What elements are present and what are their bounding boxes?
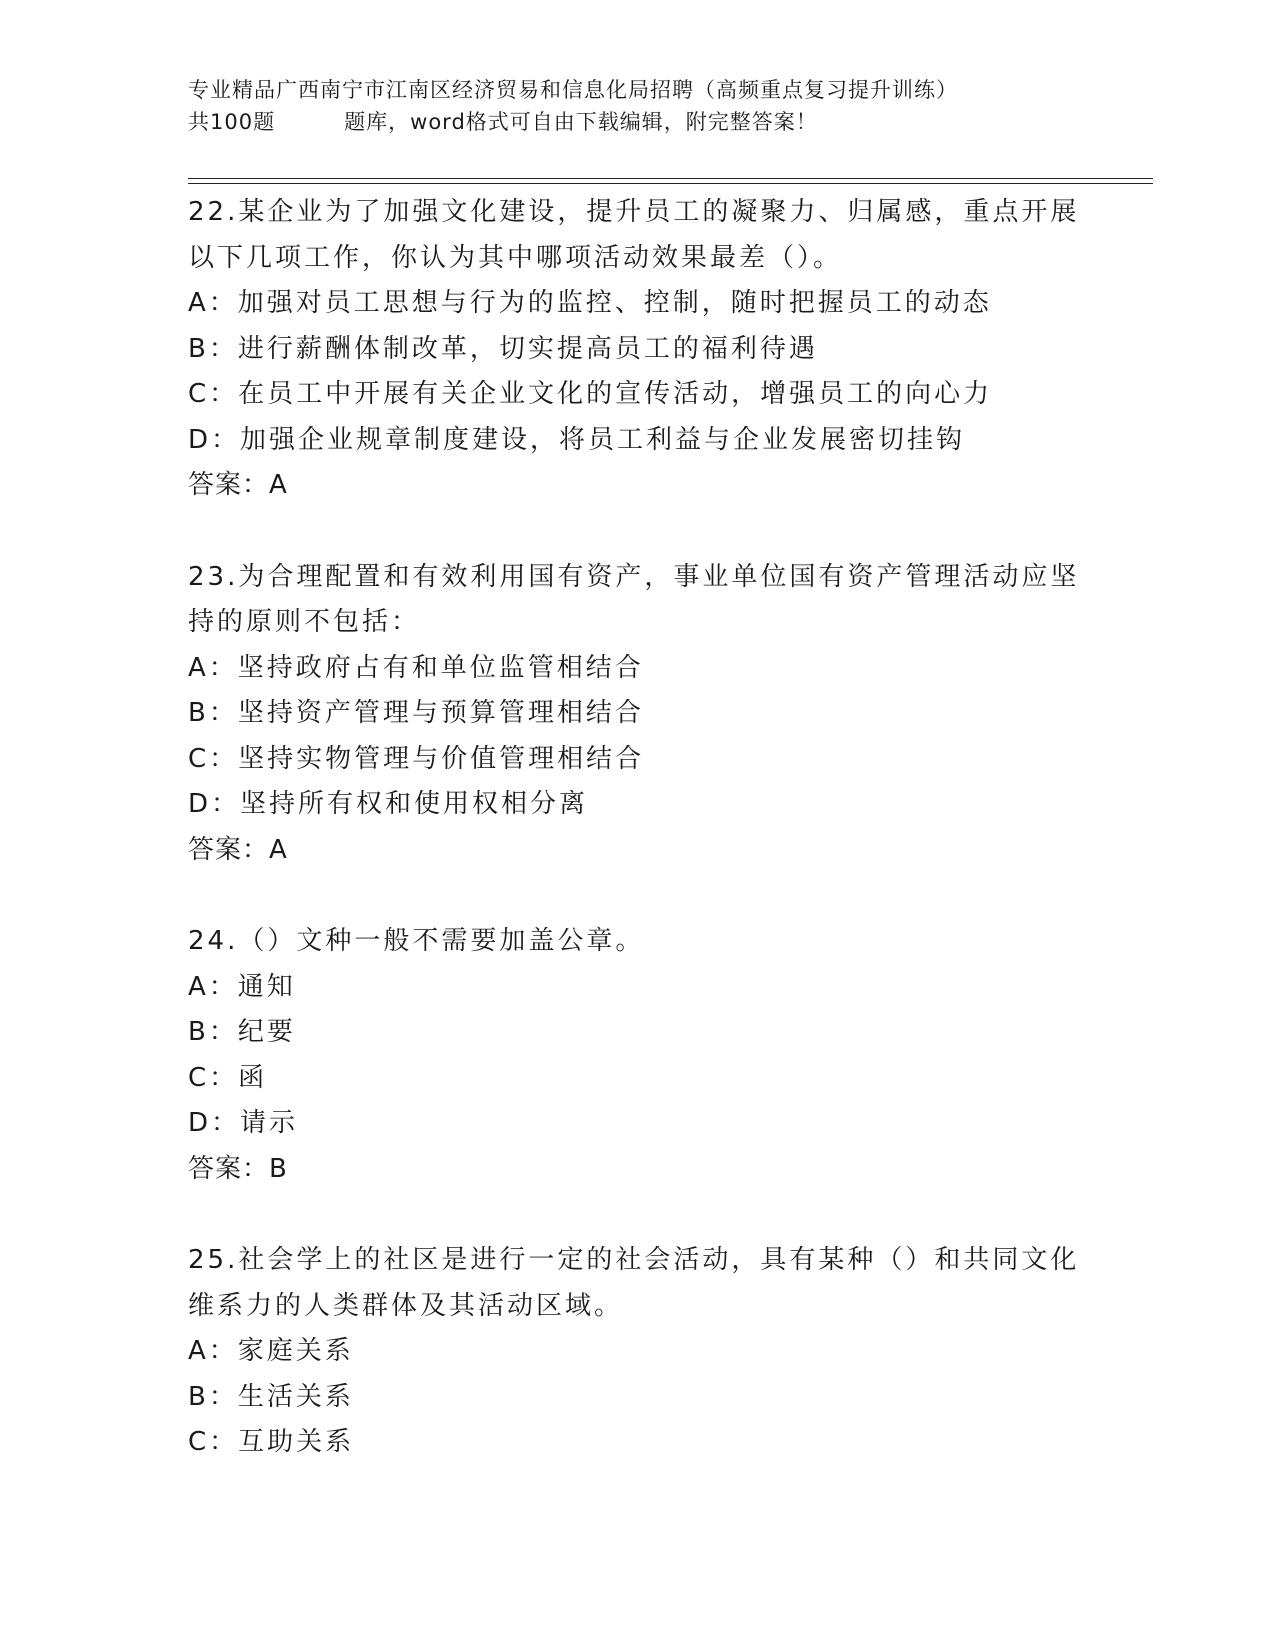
option-b: B：进行薪酬体制改革，切实提高员工的福利待遇: [188, 333, 818, 364]
header-line-1: 专业精品广西南宁市江南区经济贸易和信息化局招聘（高频重点复习提升训练）: [188, 78, 958, 102]
question-stem-line: 24.（）文种一般不需要加盖公章。: [188, 926, 645, 956]
option-d: D：坚持所有权和使用权相分离: [188, 789, 589, 819]
question-stem-line: 以下几项工作，你认为其中哪项活动效果最差（）。: [188, 242, 843, 273]
option-d: D：请示: [188, 1108, 299, 1138]
option-d: D：加强企业规章制度建设，将员工利益与企业发展密切挂钩: [188, 424, 966, 455]
option-b: B：纪要: [188, 1017, 296, 1047]
header-rule-top: [188, 178, 1153, 179]
answer: 答案：A: [188, 470, 288, 500]
question-stem-line: 维系力的人类群体及其活动区域。: [188, 1290, 624, 1321]
option-c: C：坚持实物管理与价值管理相结合: [188, 743, 645, 774]
question-23: [188, 555, 1088, 874]
option-c: C：函: [188, 1062, 268, 1093]
option-a: A：坚持政府占有和单位监管相结合: [188, 652, 644, 683]
question-24: [188, 919, 1088, 1192]
header-line-2: 共100题 题库，word格式可自由下载编辑，附完整答案！: [188, 110, 818, 134]
option-a: A：家庭关系: [188, 1336, 354, 1366]
question-stem-line: 22.某企业为了加强文化建设，提升员工的凝聚力、归属感，重点开展: [188, 197, 1080, 227]
answer: 答案：A: [188, 834, 288, 865]
option-b: B：坚持资产管理与预算管理相结合: [188, 698, 644, 728]
option-c: C：互助关系: [188, 1427, 355, 1457]
option-a: A：通知: [188, 971, 296, 1002]
question-list: [188, 190, 1088, 1512]
option-c: C：在员工中开展有关企业文化的宣传活动，增强员工的向心力: [188, 379, 993, 409]
option-a: A：加强对员工思想与行为的监控、控制，随时把握员工的动态: [188, 288, 992, 318]
question-25: [188, 1238, 1088, 1466]
question-stem-line: 23.为合理配置和有效利用国有资产，事业单位国有资产管理活动应坚: [188, 561, 1080, 592]
header-rule-bottom: [188, 183, 1153, 184]
question-22: [188, 190, 1088, 509]
document-header: [188, 74, 1088, 138]
option-b: B：生活关系: [188, 1381, 354, 1412]
question-stem-line: 持的原则不包括：: [188, 607, 421, 637]
answer: 答案：B: [188, 1153, 288, 1184]
question-stem-line: 25.社会学上的社区是进行一定的社会活动，具有某种（）和共同文化: [188, 1245, 1080, 1275]
